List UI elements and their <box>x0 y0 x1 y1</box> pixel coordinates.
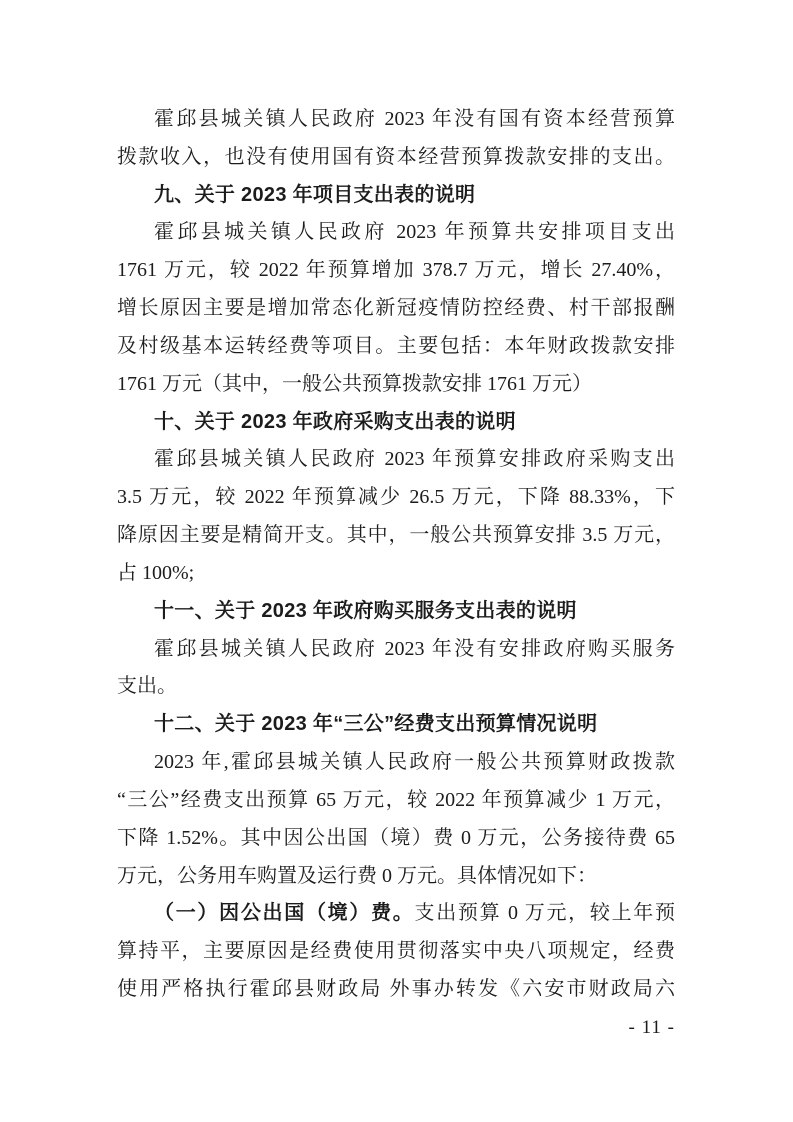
text-run: 霍邱县城关镇人民政府 2023 年没有国有资本经营预算 <box>154 108 675 130</box>
text-run: 占 100%; <box>117 561 195 584</box>
page-number: - 11 - <box>628 1017 675 1038</box>
text-run: 霍邱县城关镇人民政府 2023 年预算共安排项目支出 <box>154 221 675 244</box>
text-line <box>117 366 675 404</box>
text-run: 1761 万元，较 2022 年预算增加 378.7 万元，增长 27.40%， <box>117 259 675 282</box>
text-run: 拨款收入，也没有使用国有资本经营预算拨款安排的支出。 <box>117 145 675 168</box>
text-run: 降原因主要是精简开支。其中，一般公共预算安排 3.5 万元， <box>117 524 675 547</box>
text-run: 2023 年,霍邱县城关镇人民政府一般公共预算财政拨款 <box>154 751 675 774</box>
heading-line <box>117 404 675 442</box>
text-run: 霍邱县城关镇人民政府 2023 年没有安排政府购买服务 <box>154 637 675 660</box>
text-line <box>117 858 675 896</box>
text-run: 使用严格执行霍邱县财政局 外事办转发《六安市财政局六 <box>117 978 675 1001</box>
heading-line <box>117 593 675 631</box>
text-line <box>117 101 675 139</box>
text-line <box>117 139 675 177</box>
text-line <box>117 214 675 252</box>
text-run: 3.5 万元，较 2022 年预算减少 26.5 万元，下降 88.33%，下 <box>117 486 675 509</box>
text-line <box>117 933 675 971</box>
text-line <box>117 555 675 593</box>
text-line <box>117 252 675 290</box>
text-run: 十二、关于 2023 年“三公”经费支出预算情况说明 <box>154 713 598 736</box>
text-line <box>117 971 675 1009</box>
text-run: 及村级基本运转经费等项目。主要包括：本年财政拨款安排 <box>117 334 675 357</box>
text-line <box>117 441 675 479</box>
text-line <box>117 517 675 555</box>
text-run: 霍邱县城关镇人民政府 2023 年预算安排政府采购支出 <box>154 448 675 471</box>
text-run: 支出。 <box>117 675 177 698</box>
text-run: 万元，公务用车购置及运行费 0 万元。具体情况如下： <box>117 864 597 887</box>
text-run: （一）因公出国（境）费。 <box>154 902 415 925</box>
text-run: 十一、关于 2023 年政府购买服务支出表的说明 <box>154 599 577 622</box>
text-line <box>117 668 675 706</box>
text-line <box>117 782 675 820</box>
text-line <box>117 290 675 328</box>
text-line <box>117 631 675 669</box>
text-run: 十、关于 2023 年政府采购支出表的说明 <box>154 410 516 433</box>
text-run: 增长原因主要是增加常态化新冠疫情防控经费、村干部报酬 <box>117 297 675 320</box>
text-run: 支出预算 0 万元，较上年预 <box>414 902 675 925</box>
text-line <box>117 820 675 858</box>
text-line <box>117 479 675 517</box>
text-run: 下降 1.52%。其中因公出国（境）费 0 万元，公务接待费 65 <box>117 826 675 849</box>
heading-line <box>117 177 675 215</box>
text-line <box>117 895 675 933</box>
text-run: 九、关于 2023 年项目支出表的说明 <box>154 183 476 206</box>
text-run: 1761 万元（其中，一般公共预算拨款安排 1761 万元） <box>117 372 592 395</box>
heading-line <box>117 706 675 744</box>
text-run: “三公”经费支出预算 65 万元，较 2022 年预算减少 1 万元， <box>117 788 675 811</box>
text-run: 算持平，主要原因是经费使用贯彻落实中央八项规定，经费 <box>117 940 675 963</box>
text-line <box>117 328 675 366</box>
document-text <box>117 101 675 1009</box>
text-line <box>117 744 675 782</box>
